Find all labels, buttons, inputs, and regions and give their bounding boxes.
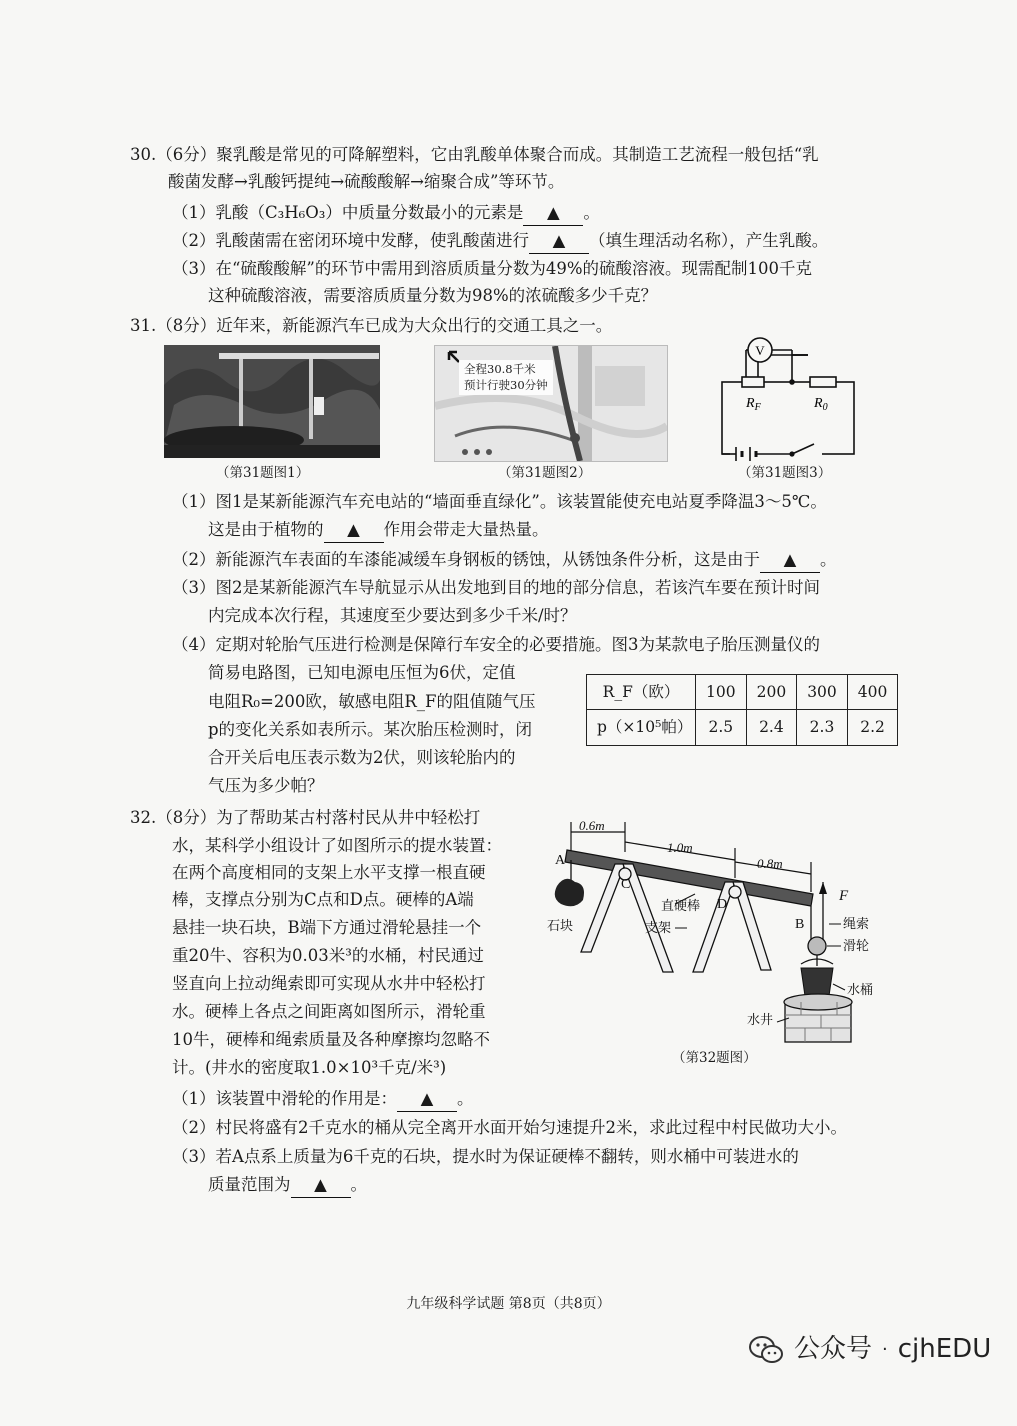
rope-label: 绳索	[843, 916, 870, 931]
navigation-map	[434, 345, 668, 462]
resistor-r0-label: $R_0$	[814, 396, 828, 413]
table-cell: 2.3	[797, 710, 848, 745]
q31-part4-l3: 电阻R₀=200欧，敏感电阻R_F的阻值随气压	[208, 692, 536, 711]
q31-part2: （2）新能源汽车表面的车漆能减缓车身钢板的锈蚀，从锈蚀条件分析，这是由于 ▲ 。	[172, 548, 837, 573]
table-cell: 400	[847, 675, 898, 710]
q31-part4-l2: 简易电路图，已知电源电压恒为6伏，定值	[208, 663, 516, 682]
table-row	[587, 710, 898, 745]
q31-part1-cont: 这是由于植物的 ▲ 作用会带走大量热量。	[208, 518, 549, 543]
point-d-label: D	[717, 897, 728, 912]
point-a-label: A	[555, 853, 566, 868]
q32-part1: （1）该装置中滑轮的作用是： ▲ 。	[172, 1087, 474, 1112]
voltmeter-symbol: V	[755, 343, 765, 358]
fig2-caption: （第31题图2）	[498, 465, 592, 481]
q31-part4: （4）定期对轮胎气压进行检测是保障行车安全的必要措施。图3为某款电子胎压测量仪的	[172, 635, 820, 654]
q32-part3-cont: 质量范围为 ▲ 。	[208, 1173, 367, 1198]
tire-pressure-circuit	[710, 335, 870, 463]
q30-title-cont: 酸菌发酵→乳酸钙提纯→硫酸酸解→缩聚合成”等环节。	[168, 172, 565, 191]
watermark-dot: ·	[882, 1338, 888, 1360]
rod-label: 直硬棒	[661, 898, 701, 913]
q32-l3: 在两个高度相同的支架上水平支撑一根直硬	[172, 863, 486, 882]
q30-title: 30.（6分）聚乳酸是常见的可降解塑料，它由乳酸单体聚合而成。其制造工艺流程一般包括“乳	[130, 145, 819, 164]
force-f-label: F	[839, 888, 849, 904]
table-cell: 300	[797, 675, 848, 710]
wechat-watermark	[748, 1331, 991, 1369]
answer-blank[interactable]: ▲	[523, 201, 583, 226]
q30-part1: （1）乳酸（C₃H₆O₃）中质量分数最小的元素是 ▲ 。	[172, 201, 600, 226]
q32-l9: 10牛，硬棒和绳索质量及各种摩擦均忽略不	[172, 1030, 490, 1049]
dim-1.0m: 1.0m	[667, 840, 693, 855]
frame-label: 支架	[645, 920, 672, 935]
stone-label: 石块	[547, 918, 574, 933]
q30-part3: （3）在“硫酸酸解”的环节中需用到溶质质量分数为49%的硫酸溶液。现需配制100千克	[172, 259, 813, 278]
well-label: 水井	[747, 1012, 774, 1027]
charging-station-photo	[164, 345, 380, 458]
q32-l7: 竖直向上拉动绳索即可实现从水井中轻松打	[172, 974, 486, 993]
answer-blank[interactable]: ▲	[760, 548, 820, 573]
stone-icon	[555, 879, 584, 906]
q31-part4-l4: p的变化关系如表所示。某次胎压检测时，闭	[208, 720, 533, 739]
q31-part4-l5: 合开关后电压表示数为2伏，则该轮胎内的	[208, 748, 516, 767]
water-lifting-device-figure	[545, 812, 890, 1047]
table-header-p: p（×10⁵帕）	[587, 710, 696, 745]
table-cell: 2.2	[847, 710, 898, 745]
fig3-caption: （第31题图3）	[738, 465, 832, 481]
table-cell: 200	[746, 675, 797, 710]
q31-part3: （3）图2是某新能源汽车导航显示从出发地到目的地的部分信息，若该汽车要在预计时间	[172, 578, 820, 597]
q32-l2: 水，某科学小组设计了如图所示的提水装置：	[172, 836, 502, 855]
bucket-icon	[801, 968, 833, 996]
dim-0.8m: 0.8m	[757, 856, 783, 871]
q32-l8: 水。硬棒上各点之间距离如图所示，滑轮重	[172, 1002, 486, 1021]
q32-part3: （3）若A点系上质量为6千克的石块，提水时为保证硬棒不翻转，则水桶中可装进水的	[172, 1147, 799, 1166]
q32-l4: 棒，支撑点分别为C点和D点。硬棒的A端	[172, 890, 474, 909]
answer-blank[interactable]: ▲	[324, 518, 384, 543]
q30-part1-text: （1）乳酸（C₃H₆O₃）中质量分数最小的元素是	[172, 203, 524, 222]
bucket-label: 水桶	[847, 982, 874, 997]
q31-part4-l6: 气压为多少帕？	[208, 776, 324, 795]
pulley-icon	[808, 937, 826, 955]
wechat-icon	[748, 1335, 784, 1365]
answer-blank[interactable]: ▲	[529, 229, 589, 254]
q31-part3-cont: 内完成本次行程，其速度至少要达到多少千米/时？	[208, 606, 577, 625]
fig32-caption: （第32题图）	[672, 1050, 757, 1066]
table-header-rf: R_F（欧）	[587, 675, 696, 710]
resistor-rf-label: $R_F$	[746, 396, 761, 413]
q32-l1: 32.（8分）为了帮助某古村落村民从井中轻松打	[130, 808, 481, 827]
answer-blank[interactable]: ▲	[397, 1087, 457, 1112]
table-cell: 100	[696, 675, 747, 710]
q30-part2: （2）乳酸菌需在密闭环境中发酵，使乳酸菌进行 ▲ （填生理活动名称），产生乳酸。	[172, 229, 828, 254]
q32-l10: 计。(井水的密度取1.0×10³千克/米³)	[172, 1058, 447, 1077]
q32-l6: 重20牛、容积为0.03米³的水桶，村民通过	[172, 946, 484, 965]
table-cell: 2.4	[746, 710, 797, 745]
fig1-caption: （第31题图1）	[216, 465, 310, 481]
table-row	[587, 675, 898, 710]
q32-l5: 悬挂一块石块，B端下方通过滑轮悬挂一个	[172, 918, 482, 937]
watermark-account: cjhEDU	[897, 1334, 992, 1364]
table-cell: 2.5	[696, 710, 747, 745]
answer-blank[interactable]: ▲	[291, 1173, 351, 1198]
rf-pressure-table	[586, 674, 898, 746]
q31-title: 31.（8分）近年来，新能源汽车已成为大众出行的交通工具之一。	[130, 316, 613, 335]
page-footer: 九年级科学试题 第8页（共8页）	[406, 1296, 611, 1312]
q32-part2: （2）村民将盛有2千克水的桶从完全离开水面开始匀速提升2米，求此过程中村民做功大小。	[172, 1118, 847, 1137]
nav-time: 预计行驶30分钟	[464, 377, 548, 392]
point-c-label: C	[621, 877, 631, 892]
q30-part3-cont: 这种硫酸溶液，需要溶质质量分数为98%的浓硫酸多少千克？	[208, 286, 658, 305]
dim-0.6m: 0.6m	[579, 818, 605, 833]
pulley-label: 滑轮	[843, 938, 870, 953]
nav-info-box	[459, 360, 553, 395]
q31-part1: （1）图1是某新能源汽车充电站的“墙面垂直绿化”。该装置能使充电站夏季降温3～5℃。	[172, 492, 827, 511]
point-b-label: B	[795, 917, 805, 932]
nav-distance: 全程30.8千米	[464, 362, 536, 376]
watermark-name: 公众号	[794, 1334, 873, 1364]
